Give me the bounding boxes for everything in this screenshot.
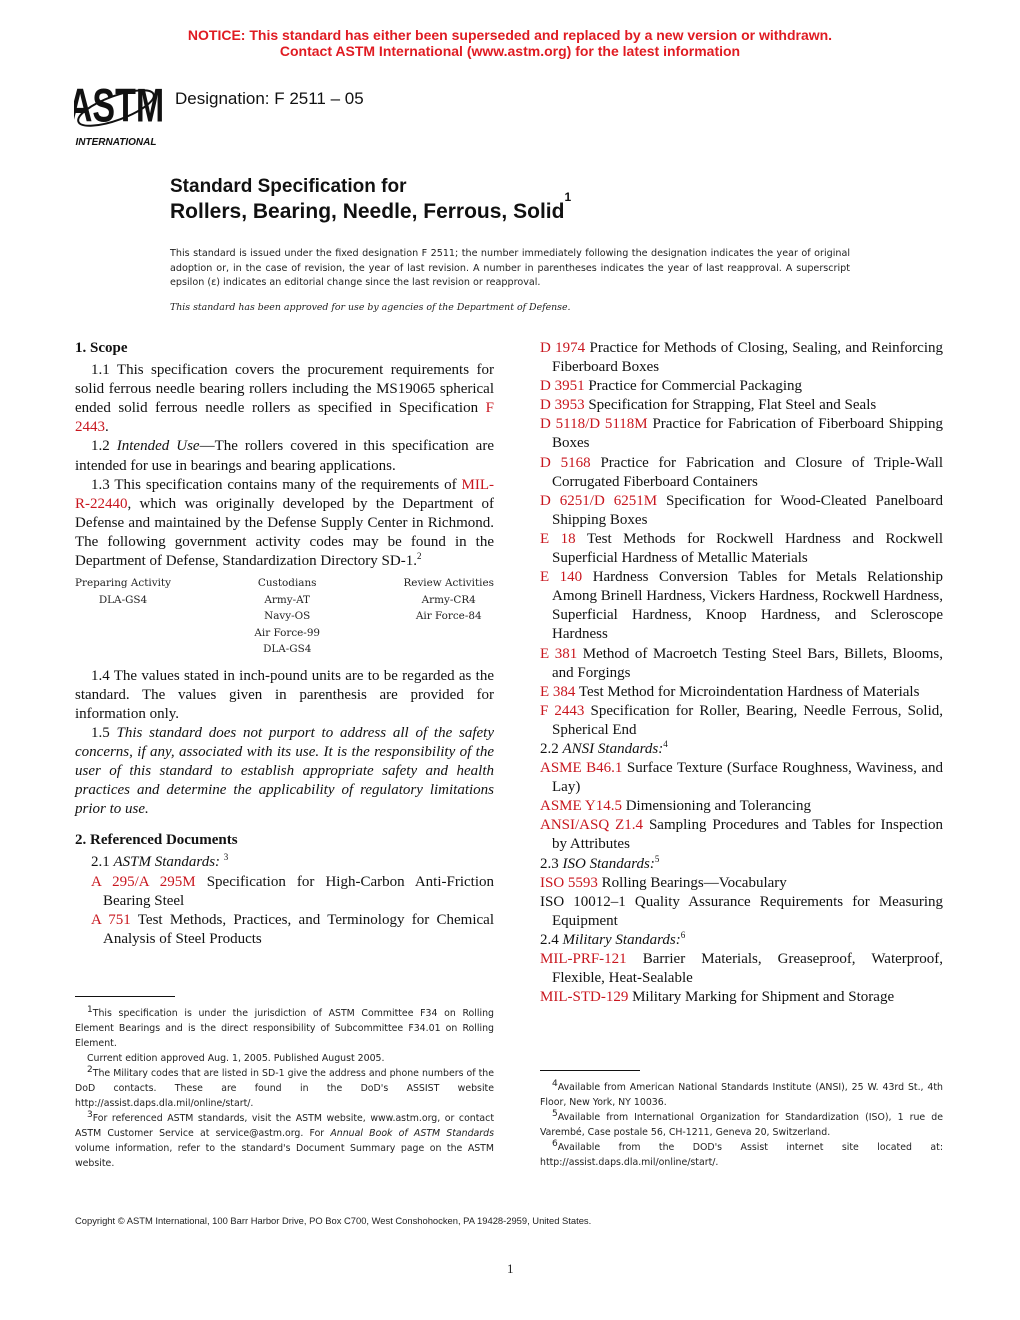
preparing-activity-column: Preparing Activity DLA-GS4 (75, 577, 171, 606)
ref-code-link[interactable]: D 3951 (540, 378, 585, 395)
ref-code-link[interactable]: ASME Y14.5 (540, 798, 622, 815)
ref-code-link[interactable]: MIL-PRF-121 (540, 951, 627, 967)
subsection-2-2: 2.2 ANSI Standards:$^4$ (540, 738, 668, 757)
ref-item: D 6251/D 6251M Specification for Wood-Cleated Panelboard Shipping Boxes (540, 492, 943, 528)
ref-item: ISO 5593 Rolling Bearings—Vocabulary (540, 874, 787, 891)
ref-item-plain: ISO 10012–1 Quality Assurance Requirements for Measuring Equipment (540, 893, 943, 929)
title-footnote-ref[interactable]: 1 (564, 190, 572, 204)
ref-code-link[interactable]: ANSI/ASQ Z1.4 (540, 817, 644, 834)
ref-code-link[interactable]: ISO 5593 (540, 874, 598, 891)
left-column (75, 339, 494, 949)
ref-code-link[interactable]: A 751 (91, 911, 131, 928)
svg-text:INTERNATIONAL: INTERNATIONAL (75, 137, 157, 148)
ref-item: D 5168 Practice for Fabrication and Closure of Triple-Wall Corrugated Fiberboard Containers (540, 454, 943, 490)
astm-logo-icon (74, 74, 164, 149)
para-1-2: 1.2 Intended Use—The rollers covered in this specification are intended for use in bearings and bearing applications. (75, 438, 494, 474)
ref-item: D 3951 Practice for Commercial Packaging (540, 378, 803, 395)
ref-item: D 1974 Practice for Methods of Closing, Sealing, and Reinforcing Fiberboard Boxes (540, 340, 943, 376)
footnotes-left (75, 1006, 494, 1171)
ref-code-link[interactable]: D 5118/D 5118M (540, 416, 648, 433)
page-number: 1 (507, 1261, 514, 1276)
ref-item: F 2443 Specification for Roller, Bearing, Needle Ferrous, Solid, Spherical End (540, 702, 944, 738)
ref-item: MIL-PRF-121 Barrier Materials, Greaseproof, Waterproof, Flexible, Heat-Sealable (540, 951, 944, 987)
para-1-1: 1.1 This specification covers the procurement requirements for solid ferrous needle bearing rollers including the MS19065 spherical ended solid ferrous needle rollers as specified in Specification F 2443. (75, 362, 494, 436)
ref-item: ASME B46.1 Surface Texture (Surface Roughness, Waviness, and Lay) (540, 760, 943, 796)
footnote-divider-right (540, 1070, 640, 1071)
ref-item: E 140 Hardness Conversion Tables for Metals Relationship Among Brinell Hardness, Vickers Hardness, Rockwell Hardness, Superficial Hardness, Knoop Hardness, and Scleroscope Hardness (540, 569, 943, 643)
footnote-ref-2[interactable]: 2 (416, 551, 422, 562)
ref-item: D 5118/D 5118M Practice for Fabrication of Fiberboard Shipping Boxes (540, 416, 943, 452)
copyright-line: Copyright © ASTM International, 100 Barr Harbor Drive, PO Box C700, West Conshohocken, PA 19428-2959, United States. (75, 1215, 592, 1226)
subsection-2-3: 2.3 ISO Standards:$^5$ (540, 853, 660, 872)
ref-item: E 381 Method of Macroetch Testing Steel Bars, Billets, Blooms, and Forgings (540, 645, 943, 681)
footnote-1: $^1$This specification is under the jurisdiction of ASTM Committee F34 on Rolling Element Bearings and is the direct responsibility of Subcommittee F34.01 on Rolling Element. (75, 1004, 494, 1049)
ref-code-link[interactable]: E 18 (540, 530, 576, 547)
notice-line-2: Contact ASTM International (www.astm.org) for the latest information (279, 43, 741, 59)
ref-code-link[interactable]: MIL-STD-129 (540, 989, 629, 1006)
footnote-3: $^3$For referenced ASTM standards, visit the ASTM website, www.astm.org, or contact ASTM Customer Service at service@astm.org. For Annual Book of ASTM Standards volume information, refer to the standard's Document Summary page on the ASTM website. (75, 1109, 494, 1169)
review-activities-column: Review Activities Army-CR4 Air Force-84 (403, 577, 494, 623)
link-f2443[interactable]: F 2443 (75, 400, 494, 436)
ref-item: E 384 Test Method for Microindentation Hardness of Materials (540, 683, 920, 700)
right-column (540, 339, 943, 1007)
designation: Designation: F 2511 – 05 (175, 89, 364, 108)
para-1-4: 1.4 The values stated in inch-pound units are to be regarded as the standard. The values given in parenthesis are provided for information only. (75, 667, 494, 722)
footnote-edition: Current edition approved Aug. 1, 2005. Published August 2005. (87, 1053, 385, 1064)
ref-code-link[interactable]: D 3953 (540, 397, 585, 414)
ref-code-link[interactable]: D 1974 (540, 340, 586, 356)
astm-logo (74, 74, 164, 149)
ref-code-link[interactable]: E 384 (540, 683, 576, 700)
para-1-3: 1.3 This specification contains many of the requirements of MIL-R-22440, which was originally developed by the Department of Defense and maintained by the Defense Supply Center in Richmond. The following government activity codes may be found in the Department of Defense, Standardization Directory SD-1.$^2$ (75, 476, 494, 570)
footnote-divider-left (75, 996, 175, 997)
ref-item: E 18 Test Methods for Rockwell Hardness and Rockwell Superficial Hardness of Metallic Materials (540, 530, 943, 567)
dod-approval-note: This standard has been approved for use by agencies of the Department of Defense. (170, 302, 571, 313)
footnote-2: $^2$The Military codes that are listed in SD-1 give the address and phone numbers of the DoD contacts. These are found in the DoD's ASSIST website http://assist.daps.dla.mil/online/start/. (75, 1064, 494, 1109)
link-mil-r-22440[interactable]: MIL-R-22440 (75, 476, 494, 512)
ref-item: A 751 Test Methods, Practices, and Terminology for Chemical Analysis of Steel Products (91, 911, 494, 947)
section-heading-scope: 1. Scope (75, 340, 128, 356)
section-heading-referenced-documents: 2. Referenced Documents (75, 832, 238, 849)
ref-code-link[interactable]: A 295/A 295M (91, 873, 196, 890)
ref-code-link[interactable]: D 5168 (540, 454, 591, 471)
notice-line-1: NOTICE: This standard has either been superseded and replaced by a new version or withdrawn. (187, 27, 833, 43)
document-title (170, 175, 571, 225)
ref-item: MIL-STD-129 Military Marking for Shipment and Storage (540, 989, 895, 1006)
subsection-2-1: 2.1 ASTM Standards: $^3$ (91, 852, 229, 871)
title-line-2: Rollers, Bearing, Needle, Ferrous, Solid$^1$ (170, 190, 572, 223)
activity-codes-table (75, 575, 494, 658)
footnotes-right (540, 1080, 943, 1170)
ref-item: D 3953 Specification for Strapping, Flat Steel and Seals (540, 397, 877, 414)
withdrawal-notice (0, 27, 1020, 59)
ref-code-link[interactable]: ASME B46.1 (540, 760, 623, 777)
footnote-5: $^5$Available from International Organization for Standardization (ISO), 1 rue de Varembé, Case postale 56, CH-1211, Geneva 20, Switzerland. (540, 1108, 943, 1138)
ref-item: A 295/A 295M Specification for High-Carbon Anti-Friction Bearing Steel (91, 873, 494, 909)
title-line-1: Standard Specification for (170, 176, 407, 197)
svg-text:ASTM: ASTM (74, 79, 164, 132)
footnote-6: $^6$Available from the DOD's Assist internet site located at: http://assist.daps.dla.mil/online/start/. (540, 1138, 943, 1168)
issuance-note: This standard is issued under the fixed designation F 2511; the number immediately following the designation indicates the year of original adoption or, in the case of revision, the year of last revision. A number in parentheses indicates the year of last reapproval. A superscript epsilon (ε) indicates an editorial change since the last revision or reapproval. (170, 248, 850, 288)
para-1-5: 1.5 This standard does not purport to address all of the safety concerns, if any, associated with its use. It is the responsibility of the user of this standard to establish appropriate safety and health practices and determine the applicability of regulatory limitations prior to use. (75, 724, 495, 818)
custodians-column: Custodians Army-AT Navy-OS Air Force-99 DLA-GS4 (254, 577, 321, 656)
ref-code-link[interactable]: E 140 (540, 569, 583, 586)
ref-code-link[interactable]: E 381 (540, 645, 578, 662)
footnote-4: $^4$Available from American National Standards Institute (ANSI), 25 W. 43rd St., 4th Floor, New York, NY 10036. (540, 1078, 943, 1108)
ref-code-link[interactable]: D 6251/D 6251M (540, 492, 658, 509)
ref-code-link[interactable]: F 2443 (540, 702, 585, 719)
ref-item: ASME Y14.5 Dimensioning and Tolerancing (540, 798, 812, 815)
ref-item: ANSI/ASQ Z1.4 Sampling Procedures and Tables for Inspection by Attributes (540, 817, 943, 853)
subsection-2-4: 2.4 Military Standards:$^6$ (540, 929, 686, 948)
